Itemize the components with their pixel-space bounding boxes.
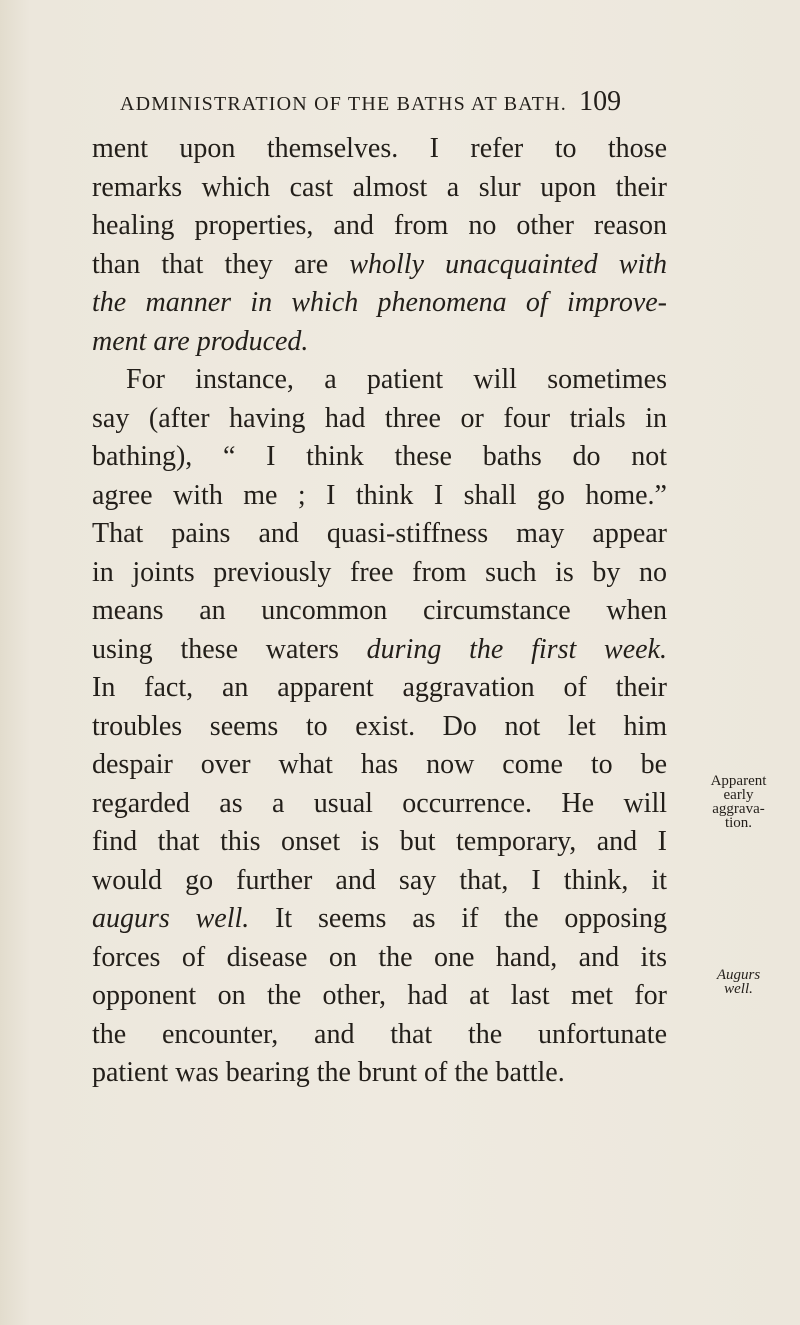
- text-line: the encounter, and that the unfortunate: [92, 1018, 667, 1050]
- text-line: In fact, an apparent aggravation of their: [92, 672, 667, 703]
- text-line: would go further and say that, I think, it: [92, 864, 667, 896]
- text-line: find that this onset is but temporary, and I: [92, 826, 667, 857]
- text-line: [92, 323, 667, 362]
- margin-note-line: well.: [724, 981, 753, 997]
- italic-span: the manner in which phenomena of improve-: [92, 287, 667, 318]
- text-line: regarded as a usual occurrence. He will: [92, 787, 667, 819]
- italic-span: wholly unacquainted with: [349, 248, 668, 280]
- margin-note-augurs: [681, 968, 796, 996]
- text-line: troubles seems to exist. Do not let him: [92, 710, 667, 742]
- text-line: means an uncommon circumstance when: [92, 595, 667, 626]
- margin-note-line: early: [723, 787, 754, 803]
- text-line: That pains and quasi-stiffness may appear: [92, 518, 667, 549]
- text-line: [92, 900, 667, 939]
- text-line: opponent on the other, had at last met for: [92, 980, 667, 1011]
- text-line: in joints previously free from such is by no: [92, 556, 667, 588]
- margin-note-line: tion.: [724, 815, 753, 831]
- text-line: remarks which cast almost a slur upon their: [92, 171, 667, 203]
- text-line: say (after having had three or four trials in: [92, 402, 667, 434]
- italic-span: during the first week.: [366, 633, 667, 665]
- margin-note-line: Augurs: [716, 967, 761, 983]
- margin-note-line: aggrava-: [712, 801, 765, 817]
- margin-note-apparent: [681, 774, 796, 830]
- text-line: despair over what has now come to be: [92, 749, 667, 780]
- running-title: ADMINISTRATION OF THE BATHS AT BATH.: [120, 93, 567, 115]
- text-line: ment upon themselves. I refer to those: [92, 133, 667, 164]
- text-line: agree with me ; I think I shall go home.”: [92, 479, 667, 511]
- text-line: For instance, a patient will sometimes: [126, 364, 667, 395]
- text-span: using these waters: [92, 633, 339, 665]
- running-header: [120, 86, 680, 118]
- text-line: healing properties, and from no other reason: [92, 210, 667, 241]
- text-line: forces of disease on the one hand, and its: [92, 941, 667, 973]
- text-line: [92, 631, 667, 670]
- body-text: [92, 130, 667, 1093]
- text-line: [92, 284, 667, 323]
- margin-note-line: Apparent: [710, 773, 767, 789]
- italic-span: augurs well.: [92, 903, 250, 934]
- text-line: patient was bearing the brunt of the battle.: [92, 1057, 565, 1088]
- text-span: It seems as if the opposing: [275, 903, 667, 934]
- text-span: than that they are: [92, 248, 329, 280]
- text-line: [92, 246, 667, 285]
- italic-span: ment are produced.: [92, 325, 309, 357]
- page-number: 109: [579, 86, 622, 117]
- text-line: bathing), “ I think these baths do not: [92, 441, 667, 472]
